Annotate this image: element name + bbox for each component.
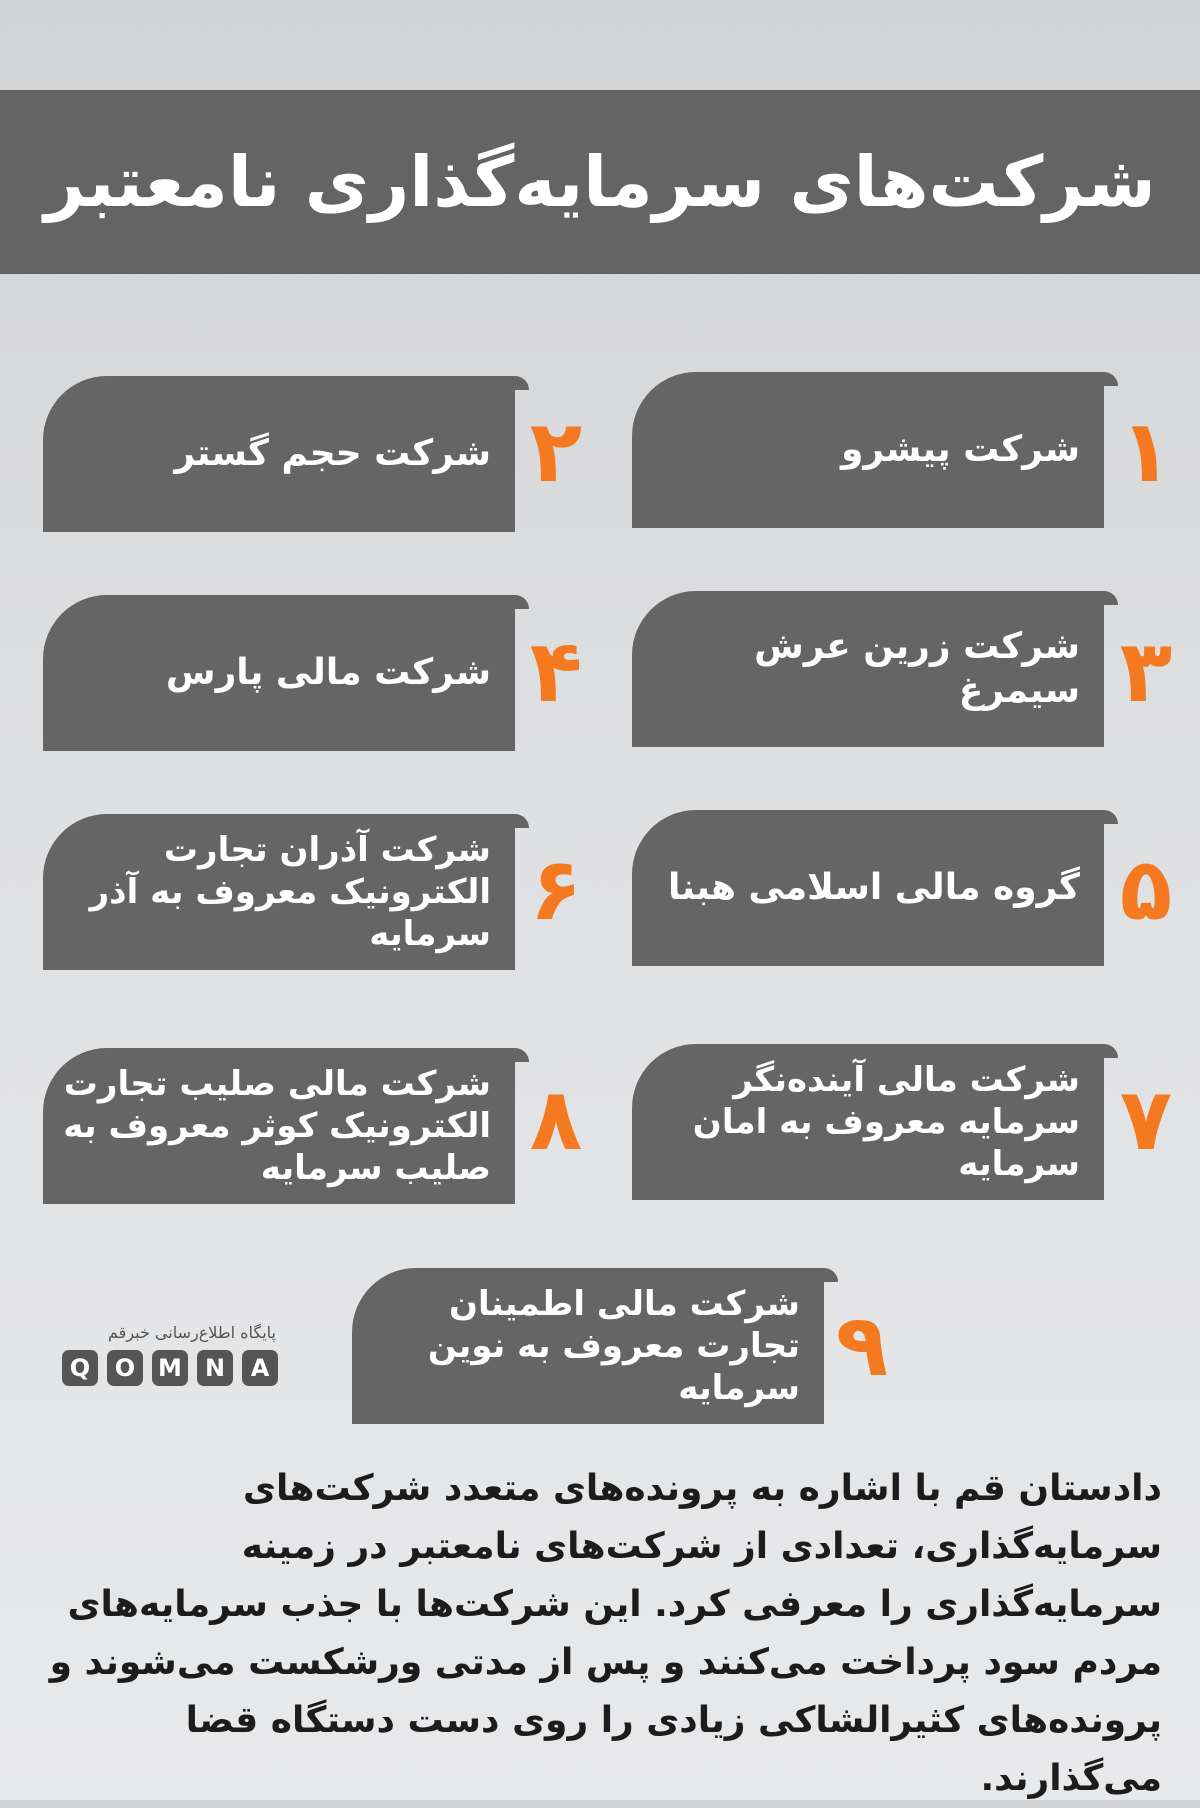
company-number-9: ۹ [835,1296,889,1396]
logo-letters [62,1350,282,1386]
company-card-3 [632,591,1104,747]
company-card-5 [632,810,1104,966]
company-number-4: ۴ [529,622,583,722]
company-number-6: ۶ [529,840,583,940]
logo-letter-n: N [197,1350,233,1386]
logo-letter-o: O [107,1350,143,1386]
company-name-2: شرکت حجم گستر [174,433,491,474]
company-name-1: شرکت پیشرو [841,429,1080,470]
logo-subtitle: پایگاه اطلاع‌رسانی خبرقم [108,1323,276,1342]
company-name-3: شرکت زرین عرش سیمرغ [754,626,1080,711]
company-name-7: شرکت مالی آینده‌نگر سرمایه معروف به امان سرمایه [692,1060,1080,1184]
company-name-4: شرکت مالی پارس [165,652,491,693]
logo-letter-a: A [242,1350,278,1386]
page-title: شرکت‌های سرمایه‌گذاری نامعتبر [44,141,1156,223]
company-card-2 [43,376,515,532]
qomna-logo [62,1322,282,1394]
company-card-4 [43,595,515,751]
logo-letter-q: Q [62,1350,98,1386]
company-name-5: گروه مالی اسلامی هبنا [668,867,1080,908]
company-number-8: ۸ [529,1070,583,1170]
company-number-7: ۷ [1119,1070,1173,1170]
company-name-6: شرکت آذران تجارت الکترونیک معروف به آذر سرمایه [89,830,491,954]
logo-letter-m: M [152,1350,188,1386]
company-number-5: ۵ [1119,840,1173,940]
company-number-1: ۱ [1119,402,1173,502]
company-card-8 [43,1048,515,1204]
company-card-7 [632,1044,1104,1200]
company-card-6 [43,814,515,970]
company-number-2: ۲ [529,402,583,502]
company-card-1 [632,372,1104,528]
title-banner [0,90,1200,274]
company-name-8: شرکت مالی صلیب تجارت الکترونیک کوثر معروف به صلیب سرمایه [63,1064,491,1188]
company-card-9 [352,1268,824,1424]
company-number-3: ۳ [1119,622,1173,722]
description-paragraph: دادستان قم با اشاره به پرونده‌های متعدد شرکت‌های سرمایه‌گذاری، تعدادی از شرکت‌های نامعتبر در زمینه سرمایه‌گذاری را معرفی کرد. این شرکت‌ها با جذب سرمایه‌های مردم سود پرداخت می‌کنند و پس از مدتی ورشکست می‌شوند و پرونده‌های کثیرالشاکی زیادی را روی دست دستگاه قضا می‌گذارند. [49,1468,1162,1799]
company-name-9: شرکت مالی اطمینان تجارت معروف به نوین سرمایه [427,1284,800,1408]
